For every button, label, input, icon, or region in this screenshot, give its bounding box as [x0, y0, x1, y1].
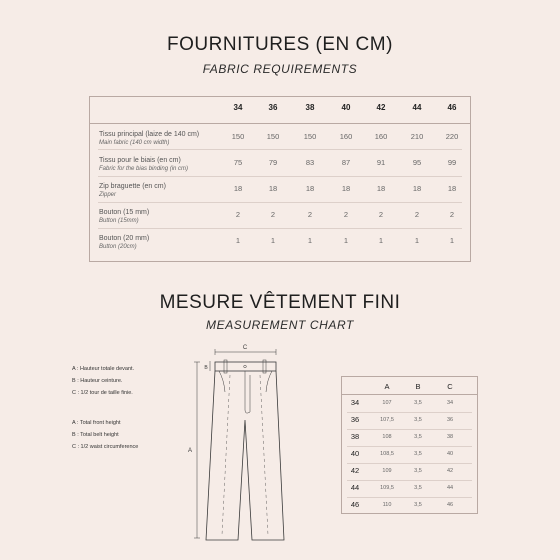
column-header: B: [415, 382, 421, 391]
table-cell: 2: [270, 210, 276, 219]
size-header: 36: [268, 103, 278, 112]
table-cell: 34: [446, 400, 454, 406]
table-cell: 108,5: [380, 451, 394, 457]
table-cell: 3,5: [414, 400, 422, 406]
table-cell: 38: [446, 434, 454, 440]
table-cell: 1: [414, 236, 420, 245]
table-cell: 1: [235, 236, 241, 245]
table-cell: 110: [382, 502, 392, 508]
table-cell: 87: [341, 158, 351, 167]
legend-en-a: A : Total front height: [72, 420, 121, 426]
table-cell: 107: [382, 400, 392, 406]
table-cell: 18: [341, 184, 351, 193]
size-label: 40: [350, 449, 360, 458]
measurement-table: [341, 376, 478, 514]
table-cell: 18: [412, 184, 422, 193]
table-cell: 1: [343, 236, 349, 245]
legend-en-b: B : Total belt height: [72, 432, 119, 438]
table-cell: 18: [305, 184, 315, 193]
measure-subtitle: MEASUREMENT CHART: [206, 318, 354, 332]
b-label: B: [204, 365, 208, 371]
row-label-fr: Tissu pour le biais (en cm): [99, 157, 181, 164]
table-cell: 46: [446, 502, 454, 508]
fabric-title: FOURNITURES (EN CM): [167, 34, 393, 55]
table-cell: 36: [446, 417, 454, 423]
table-cell: 2: [378, 210, 384, 219]
table-cell: 3,5: [414, 417, 422, 423]
size-label: 42: [350, 466, 360, 475]
header-divider: [342, 394, 477, 395]
row-label-fr: Tissu principal (laize de 140 cm): [99, 131, 200, 138]
size-label: 46: [350, 500, 360, 509]
table-cell: 3,5: [414, 434, 422, 440]
table-cell: 3,5: [414, 468, 422, 474]
table-cell: 18: [233, 184, 243, 193]
table-cell: 18: [447, 184, 457, 193]
table-cell: 3,5: [414, 502, 422, 508]
table-cell: 210: [410, 132, 424, 141]
size-label: 36: [350, 415, 360, 424]
size-label: 38: [350, 432, 360, 441]
row-label-en: Button (20cm): [99, 244, 137, 250]
size-header: 44: [412, 103, 422, 112]
table-cell: 107,5: [380, 417, 394, 423]
table-cell: 79: [268, 158, 278, 167]
table-cell: 3,5: [414, 451, 422, 457]
row-label-fr: Bouton (20 mm): [99, 235, 150, 242]
table-cell: 95: [412, 158, 422, 167]
table-cell: 3,5: [414, 485, 422, 491]
size-header: 34: [233, 103, 243, 112]
table-cell: 220: [445, 132, 459, 141]
table-cell: 2: [235, 210, 241, 219]
table-cell: 160: [374, 132, 388, 141]
table-cell: 2: [307, 210, 313, 219]
table-cell: 2: [414, 210, 420, 219]
table-cell: 99: [447, 158, 457, 167]
table-cell: 18: [268, 184, 278, 193]
row-label-en: Zipper: [99, 192, 117, 198]
row-label-fr: Zip braguette (en cm): [99, 183, 166, 190]
table-cell: 109: [382, 468, 392, 474]
table-cell: 150: [303, 132, 317, 141]
table-cell: 91: [376, 158, 386, 167]
legend-en-c: C : 1/2 waist circumference: [72, 444, 139, 450]
column-header: C: [447, 382, 453, 391]
table-cell: 2: [343, 210, 349, 219]
table-cell: 75: [233, 158, 243, 167]
table-cell: 18: [376, 184, 386, 193]
legend-fr-a: A : Hauteur totale devant.: [72, 366, 135, 372]
table-cell: 1: [307, 236, 313, 245]
legend-fr-b: B : Hauteur ceinture.: [72, 378, 123, 384]
measure-title: MESURE VÊTEMENT FINI: [159, 292, 401, 313]
table-cell: 40: [446, 451, 454, 457]
table-cell: 83: [305, 158, 315, 167]
fabric-subtitle: FABRIC REQUIREMENTS: [202, 62, 358, 76]
table-cell: 1: [378, 236, 384, 245]
table-cell: 109,5: [380, 485, 394, 491]
column-header: A: [384, 382, 390, 391]
c-label: C: [242, 345, 248, 351]
size-header: 42: [376, 103, 386, 112]
row-label-fr: Bouton (15 mm): [99, 209, 150, 216]
table-cell: 108: [382, 434, 392, 440]
size-header: 38: [305, 103, 315, 112]
table-cell: 1: [270, 236, 276, 245]
row-label-en: Button (15mm): [99, 218, 139, 224]
row-label-en: Fabric for the bias binding (in cm): [99, 166, 189, 172]
table-cell: 150: [266, 132, 280, 141]
table-cell: 160: [339, 132, 353, 141]
size-label: 34: [350, 398, 360, 407]
size-header: 40: [341, 103, 351, 112]
legend-fr-c: C : 1/2 tour de taille finie.: [72, 390, 133, 396]
size-header: 46: [447, 103, 457, 112]
row-label-en: Main fabric (140 cm width): [99, 140, 170, 146]
table-cell: 150: [231, 132, 245, 141]
table-cell: 2: [449, 210, 455, 219]
table-cell: 44: [446, 485, 454, 491]
a-label: A: [187, 448, 193, 454]
table-cell: 1: [449, 236, 455, 245]
size-label: 44: [350, 483, 360, 492]
table-cell: 42: [446, 468, 454, 474]
